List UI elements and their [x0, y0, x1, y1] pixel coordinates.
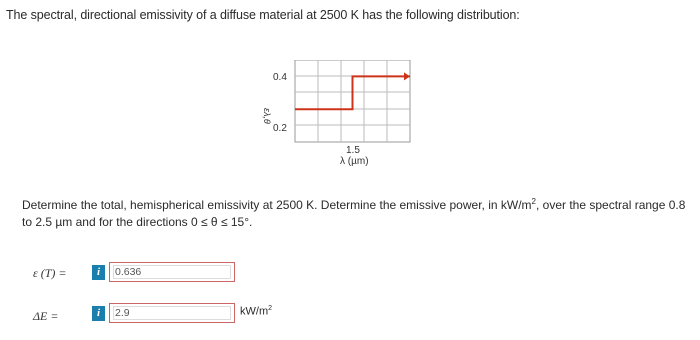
info-icon[interactable]: i — [92, 265, 105, 280]
field-inner-border — [113, 306, 231, 320]
emissivity-answer-field[interactable] — [109, 262, 235, 282]
units-text: kW/m — [240, 305, 269, 318]
emissivity-chart — [250, 60, 430, 175]
task-sup: 2 — [531, 197, 536, 206]
emissivity-value: 0.636 — [115, 266, 142, 278]
x-axis-label: λ (µm) — [340, 156, 369, 167]
y-axis-label: ελ,θ — [262, 108, 272, 124]
emissivity-label: ε (T) = — [33, 266, 67, 280]
series-arrow-head — [404, 72, 410, 80]
info-icon[interactable]: i — [92, 306, 105, 321]
task-text-2: , over the spectral range 0.8 to 2.5 µm and for the directions 0 ≤ θ ≤ 15°. — [22, 198, 686, 229]
units-sup: 2 — [268, 305, 273, 312]
question-intro: The spectral, directional emissivity of a diffuse material at 2500 K has the following distribution: — [6, 8, 520, 22]
x-tick-label-1.5: 1.5 — [346, 145, 360, 156]
task-text-1: Determine the total, hemispherical emissivity at 2500 K. Determine the emissive power, in kW/m — [22, 198, 532, 212]
emissivity-series-line — [295, 76, 410, 109]
power-label: ΔE = — [33, 309, 59, 323]
power-value: 2.9 — [115, 307, 130, 319]
y-tick-label-0.4: 0.4 — [273, 72, 287, 83]
power-units — [240, 305, 272, 318]
question-task — [22, 193, 692, 231]
y-tick-label-0.2: 0.2 — [273, 123, 287, 134]
power-answer-field[interactable] — [109, 303, 235, 323]
